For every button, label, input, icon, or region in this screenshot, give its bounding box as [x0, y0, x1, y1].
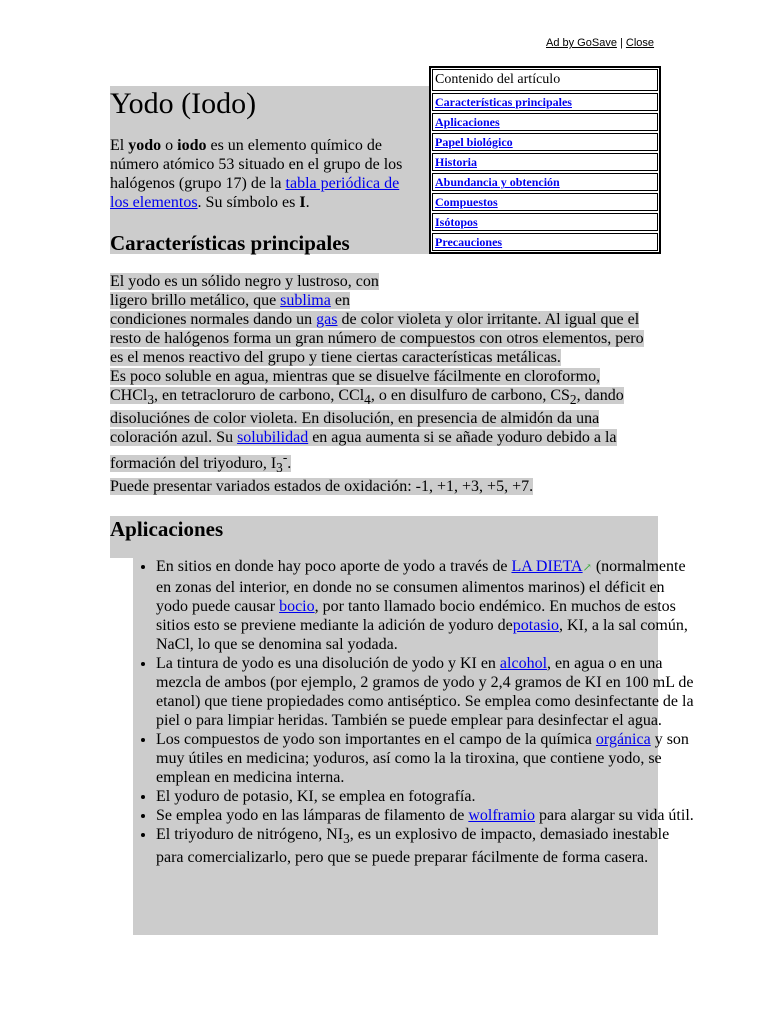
table-of-contents [429, 66, 661, 254]
section-heading-caracteristicas: Características principales [110, 231, 350, 255]
wolframio-link[interactable]: wolframio [468, 807, 535, 824]
applications-list [110, 557, 696, 867]
list-item: • La tintura de yodo es una disolución de yodo y KI en alcohol, en agua o en una mezcla de ambos (por ejemplo, 2 gramos de yodo y 2,4 gramos de KI en 100 mL de etanol) que tiene propiedades como antiséptico. Se emplea como desinfectante de la piel o para limpiar heridas. También se puede emplear para desinfectar el agua. [156, 654, 696, 730]
ad-close-link[interactable]: Close [625, 37, 655, 49]
ad-link[interactable]: Ad by GoSave [546, 37, 617, 49]
solubilidad-link[interactable]: solubilidad [237, 429, 309, 447]
list-item: • El triyoduro de nitrógeno, $NI_3$, es un explosivo de impacto, demasiado inestable para comercializarlo, pero que se puede preparar fácilmente de forma casera. [156, 825, 696, 867]
oxidation-states: Puede presentar variados estados de oxidación: -1, +1, +3, +5, +7. [110, 477, 534, 495]
toc-item-caracteristicas [432, 93, 658, 111]
gas-link[interactable]: gas [316, 311, 338, 328]
toc-item-compuestos [432, 193, 658, 211]
toc-link[interactable]: Precauciones [435, 235, 503, 249]
paragraph-description: El yodo es un sólido negro y lustroso, con ligero brillo metálico, que sublima en condiciones normales dando un gas de color violeta y olor irritante. Al igual que el resto de halógenos forma un gran número de compuestos con otros elementos, pero es el menos reactivo del grupo y tiene ciertas características metálicas. Es poco soluble en agua, mientras que se disuelve fácilmente en cloroformo, CHCl$_3$, en tetracloruro de carbono, CCl$_4$, o en disulfuro de carbono, $CS_2$, dando disoluciónes de color violeta. En disolución, en presencia de almidón da una coloración azul. Su solubilidad en agua aumenta si se añade yoduro debido a la formación del triyoduro, $I_3^-$. Puede presentar variados estados de oxidación: -1, +1, +3, +5, +7. [110, 273, 644, 495]
ad-bar [546, 37, 654, 49]
toc-link[interactable]: Compuestos [435, 195, 498, 209]
intro-paragraph: El yodo o iodo es un elemento químico de número atómico 53 situado en el grupo de los halógenos (grupo 17) de la tabla periódica de los elementos. Su símbolo es I. [110, 137, 403, 211]
toc-link[interactable]: Características principales [435, 95, 572, 109]
section-heading-aplicaciones: Aplicaciones [110, 517, 224, 541]
element-symbol: I [299, 194, 306, 211]
page-title: Yodo (Iodo) [110, 87, 257, 120]
list-item: • El yoduro de potasio, KI, se emplea en fotografía. [156, 787, 696, 806]
toc-item-papel-biologico [432, 133, 658, 151]
toc-item-precauciones [432, 233, 658, 251]
potasio-link[interactable]: potasio [512, 617, 559, 634]
toc-item-historia [432, 153, 658, 171]
term-iodo: iodo [177, 137, 207, 154]
toc-link[interactable]: Papel biológico [435, 135, 513, 149]
bocio-link[interactable]: bocio [279, 598, 315, 615]
alcohol-link[interactable]: alcohol [499, 655, 548, 672]
toc-link[interactable]: Aplicaciones [435, 115, 500, 129]
organica-link[interactable]: orgánica [595, 731, 651, 748]
list-item: • Los compuestos de yodo son importantes en el campo de la química orgánica y son muy útiles en medicina; yoduros, así como la la tiroxina, que contiene yodo, se emplean en medicina interna. [156, 730, 696, 787]
toc-link[interactable]: Isótopos [435, 215, 478, 229]
list-item: • En sitios en donde hay poco aporte de yodo a través de LA DIETA↗ (normalmente en zonas del interior, en donde no se consumen alimentos marinos) el déficit en yodo puede causar bocio, por tanto llamado bocio endémico. En muchos de estos sitios esto se previene mediante la adición de yoduro depotasio, KI, a la sal común, NaCl, lo que se denomina sal yodada. [156, 557, 696, 654]
external-link-icon: ↗ [582, 562, 592, 574]
term-yodo: yodo [128, 137, 162, 154]
ad-separator: | [620, 37, 623, 49]
list-item: • Se emplea yodo en las lámparas de filamento de wolframio para alargar su vida útil. [156, 806, 696, 825]
toc-link[interactable]: Historia [435, 155, 477, 169]
periodic-table-link[interactable]: tabla periódica de los elementos [110, 175, 400, 211]
sublima-link[interactable]: sublima [280, 292, 331, 309]
toc-item-abundancia [432, 173, 658, 191]
toc-heading: Contenido del artículo [432, 69, 658, 91]
toc-item-isotopos [432, 213, 658, 231]
toc-item-aplicaciones [432, 113, 658, 131]
la-dieta-link[interactable]: LA DIETA [511, 558, 583, 575]
toc-link[interactable]: Abundancia y obtención [435, 175, 560, 189]
